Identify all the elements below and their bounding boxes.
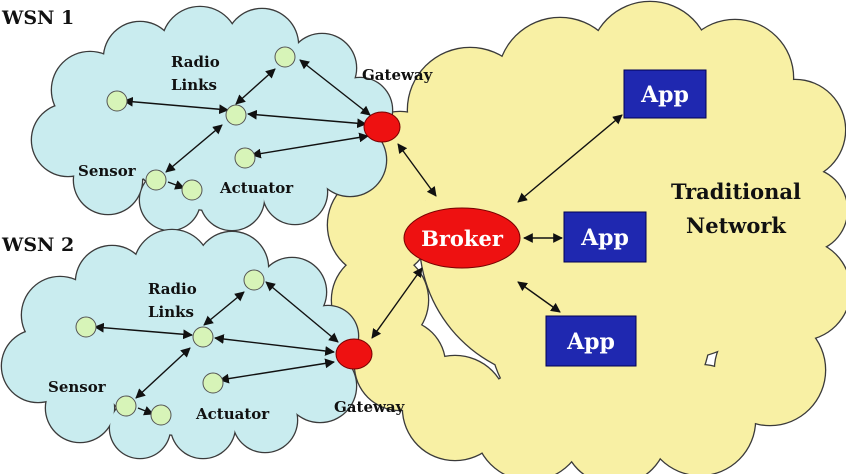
- wsn1-radio-label-line1: Radio: [171, 53, 220, 71]
- traditional-network-label-line2: Network: [686, 213, 786, 238]
- actuator-node: [203, 373, 223, 393]
- gateway-2-node: [336, 339, 372, 369]
- sensor-node: [146, 170, 166, 190]
- app-box-2: [564, 212, 646, 262]
- app-label: App: [641, 82, 689, 108]
- wsn1-title: WSN 1: [2, 7, 75, 29]
- wsn1-actuator-label: Actuator: [220, 179, 294, 197]
- wsn2-actuator-label: Actuator: [196, 405, 270, 423]
- traditional-network-label-line1: Traditional: [671, 179, 801, 204]
- app-box-3: [546, 316, 636, 366]
- sensor-node: [76, 317, 96, 337]
- sensor-node: [226, 105, 246, 125]
- app-box-1: [624, 70, 706, 118]
- actuator-node: [235, 148, 255, 168]
- wsn2-sensor-label: Sensor: [48, 378, 106, 396]
- sensor-node: [182, 180, 202, 200]
- app-label: App: [581, 225, 629, 251]
- sensor-node: [151, 405, 171, 425]
- sensor-node: [193, 327, 213, 347]
- wsn2-radio-label-line2: Links: [148, 303, 194, 321]
- gateway-1-node: [364, 112, 400, 142]
- wsn1-sensor-label: Sensor: [78, 162, 136, 180]
- wsn2-title: WSN 2: [2, 234, 75, 256]
- sensor-node: [107, 91, 127, 111]
- wsn2-cloud: [1, 229, 360, 460]
- wsn1-radio-label-line2: Links: [171, 76, 217, 94]
- broker-node: [404, 208, 520, 268]
- sensor-node: [275, 47, 295, 67]
- sensor-node: [244, 270, 264, 290]
- wsn2-gateway-label: Gateway: [334, 398, 405, 416]
- broker-label: Broker: [421, 226, 503, 251]
- wsn2-radio-label-line1: Radio: [148, 280, 197, 298]
- sensor-node: [116, 396, 136, 416]
- wsn1-gateway-label: Gateway: [362, 66, 433, 84]
- app-label: App: [567, 329, 615, 355]
